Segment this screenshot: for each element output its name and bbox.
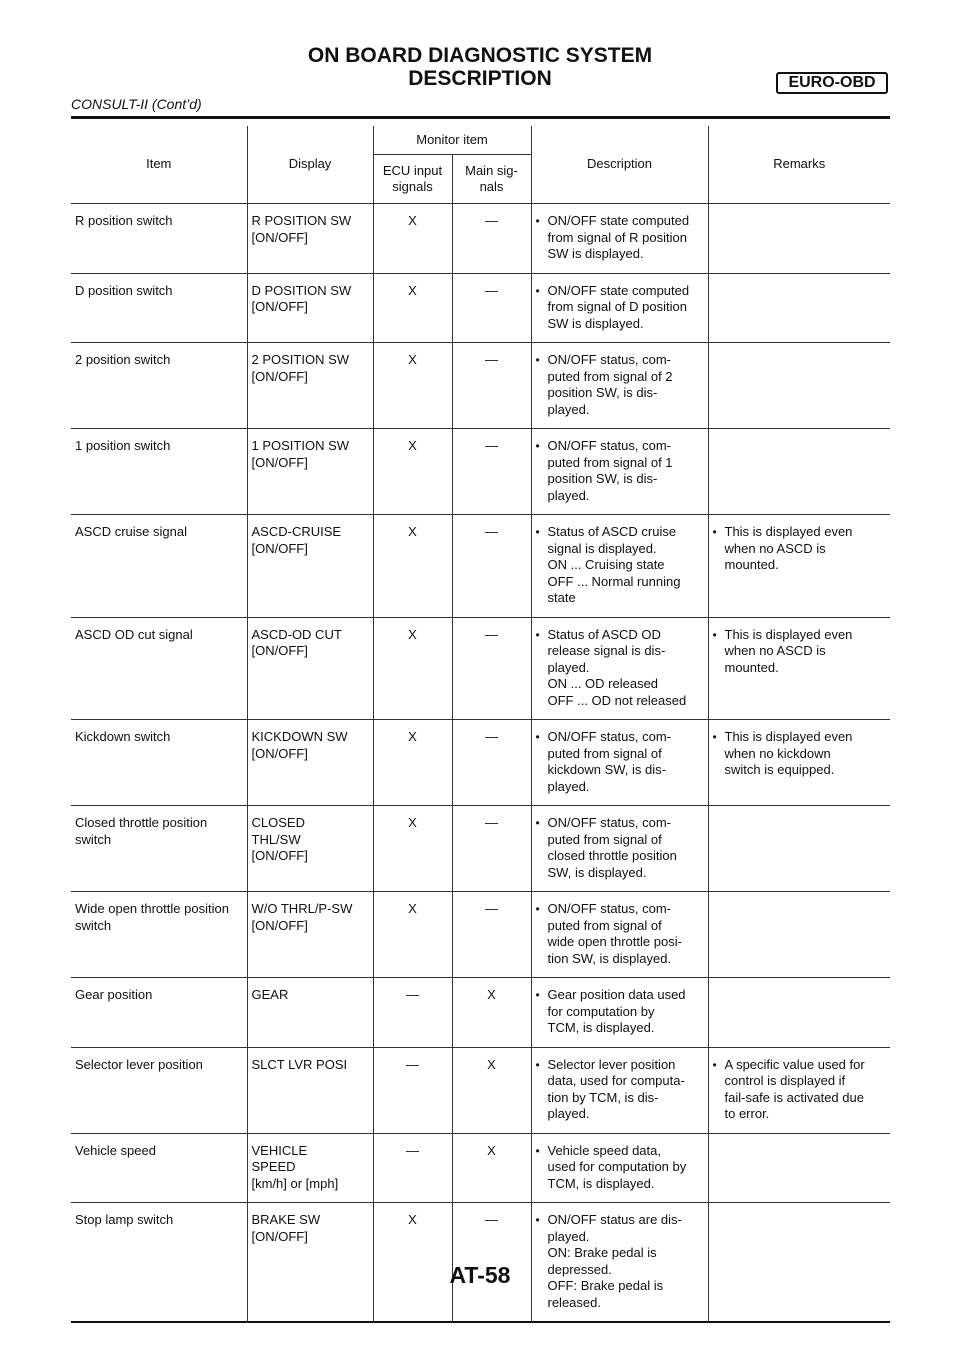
bullet-line	[713, 627, 887, 677]
bullet-line	[536, 438, 704, 504]
cell-main-signals: —	[452, 204, 531, 274]
bullet-icon: •	[535, 439, 540, 453]
description-text: ON/OFF status, com- puted from signal of 2 position SW, is dis- played.	[547, 352, 673, 417]
bullet-icon: •	[712, 1057, 717, 1072]
header-remarks: Remarks	[708, 126, 890, 204]
bullet-line	[536, 352, 704, 418]
bullet-line	[713, 729, 887, 779]
cell-remarks	[708, 204, 890, 274]
cell-remarks	[708, 1133, 890, 1203]
cell-remarks	[708, 892, 890, 978]
bullet-icon: •	[712, 627, 717, 642]
page-number: AT-58	[449, 1262, 511, 1288]
cell-item: ASCD OD cut signal	[71, 617, 247, 720]
cell-remarks	[708, 978, 890, 1048]
cell-ecu-input: X	[373, 617, 452, 720]
bullet-icon: •	[712, 525, 717, 539]
table-row	[71, 978, 890, 1048]
table-row	[71, 892, 890, 978]
table-row	[71, 720, 890, 806]
cell-display: VEHICLE SPEED [km/h] or [mph]	[247, 1133, 373, 1203]
cell-main-signals: —	[452, 617, 531, 720]
cell-display: SLCT LVR POSI	[247, 1047, 373, 1133]
description-text: Status of ASCD cruise signal is displayed. ON ... Cruising state OFF ... Normal running state	[547, 524, 681, 605]
bullet-icon: •	[535, 988, 540, 1002]
header-item: Item	[71, 126, 247, 204]
cell-main-signals: —	[452, 892, 531, 978]
cell-remarks	[708, 1047, 890, 1133]
bullet-icon: •	[535, 902, 540, 916]
description-text: ON/OFF status, com- puted from signal of 1 position SW, is dis- played.	[547, 438, 673, 503]
bullet-icon: •	[535, 1057, 540, 1072]
cell-display: D POSITION SW [ON/OFF]	[247, 273, 373, 343]
cell-main-signals: —	[452, 429, 531, 515]
section-badge: EURO-OBD	[776, 72, 888, 94]
cell-item: Kickdown switch	[71, 720, 247, 806]
cell-display: GEAR	[247, 978, 373, 1048]
cell-remarks	[708, 720, 890, 806]
remarks-text: This is displayed even when no kickdown switch is equipped.	[724, 729, 853, 777]
cell-display: KICKDOWN SW [ON/OFF]	[247, 720, 373, 806]
cell-description	[531, 1133, 708, 1203]
bullet-icon: •	[535, 730, 540, 744]
cell-main-signals: X	[452, 978, 531, 1048]
cell-item: Wide open throttle position switch	[71, 892, 247, 978]
cell-ecu-input: X	[373, 892, 452, 978]
cell-main-signals: —	[452, 273, 531, 343]
header-rule	[71, 116, 890, 119]
table-row	[71, 1133, 890, 1203]
cell-ecu-input: X	[373, 806, 452, 892]
header-description: Description	[531, 126, 708, 204]
cell-item: Gear position	[71, 978, 247, 1048]
header-display: Display	[247, 126, 373, 204]
cell-remarks	[708, 273, 890, 343]
cell-item: Selector lever position	[71, 1047, 247, 1133]
table-row	[71, 515, 890, 618]
remarks-text: This is displayed even when no ASCD is mounted.	[724, 626, 853, 675]
cell-description	[531, 720, 708, 806]
cell-item: 1 position switch	[71, 429, 247, 515]
bullet-line	[536, 1143, 704, 1193]
cell-ecu-input: —	[373, 978, 452, 1048]
bullet-icon: •	[535, 214, 540, 228]
description-text: ON/OFF status, com- puted from signal of wide open throttle posi- tion SW, is displayed.	[547, 901, 682, 966]
bullet-line	[713, 1057, 887, 1123]
cell-ecu-input: —	[373, 1133, 452, 1203]
cell-description	[531, 343, 708, 429]
page-title-line2: DESCRIPTION	[408, 67, 552, 90]
cell-item: Stop lamp switch	[71, 1203, 247, 1323]
cell-display: R POSITION SW [ON/OFF]	[247, 204, 373, 274]
cell-description	[531, 515, 708, 618]
cell-item: R position switch	[71, 204, 247, 274]
cell-ecu-input: X	[373, 515, 452, 618]
header-main-signals: Main sig- nals	[452, 155, 531, 204]
bullet-line	[536, 815, 704, 881]
cell-remarks	[708, 617, 890, 720]
bullet-icon: •	[535, 627, 540, 642]
cell-display: BRAKE SW [ON/OFF]	[247, 1203, 373, 1323]
description-text: Gear position data used for computation by TCM, is displayed.	[547, 987, 686, 1035]
bullet-icon: •	[535, 283, 540, 298]
cell-item: ASCD cruise signal	[71, 515, 247, 618]
table-row	[71, 1047, 890, 1133]
cell-display: W/O THRL/P-SW [ON/OFF]	[247, 892, 373, 978]
description-text: ON/OFF status, com- puted from signal of kickdown SW, is dis- played.	[547, 729, 672, 794]
table-row	[71, 343, 890, 429]
table-row	[71, 273, 890, 343]
cell-ecu-input: X	[373, 343, 452, 429]
cell-description	[531, 273, 708, 343]
bullet-line	[536, 283, 704, 333]
description-text: Status of ASCD OD release signal is dis- played. ON ... OD released OFF ... OD not released	[547, 626, 687, 708]
header-ecu-input: ECU input signals	[373, 155, 452, 204]
remarks-text: This is displayed even when no ASCD is mounted.	[724, 524, 853, 572]
cell-display: CLOSED THL/SW [ON/OFF]	[247, 806, 373, 892]
description-text: ON/OFF state computed from signal of R position SW is displayed.	[547, 213, 690, 261]
cell-main-signals: —	[452, 343, 531, 429]
description-text: Vehicle speed data, used for computation by TCM, is displayed.	[547, 1142, 687, 1191]
remarks-text: A specific value used for control is displayed if fail-safe is activated due to error.	[724, 1056, 865, 1121]
cell-main-signals: —	[452, 806, 531, 892]
cell-display: ASCD-CRUISE [ON/OFF]	[247, 515, 373, 618]
bullet-line	[536, 627, 704, 710]
cell-display: 2 POSITION SW [ON/OFF]	[247, 343, 373, 429]
cell-item: Vehicle speed	[71, 1133, 247, 1203]
cell-description	[531, 429, 708, 515]
cell-remarks	[708, 343, 890, 429]
cell-ecu-input: —	[373, 1047, 452, 1133]
cell-description	[531, 204, 708, 274]
cell-display: ASCD-OD CUT [ON/OFF]	[247, 617, 373, 720]
bullet-icon: •	[712, 730, 717, 744]
cell-description	[531, 806, 708, 892]
cell-description	[531, 617, 708, 720]
cell-main-signals: X	[452, 1133, 531, 1203]
cell-display: 1 POSITION SW [ON/OFF]	[247, 429, 373, 515]
cell-remarks	[708, 515, 890, 618]
cell-remarks	[708, 429, 890, 515]
description-text: ON/OFF state computed from signal of D position SW is displayed.	[547, 282, 690, 331]
cell-main-signals: X	[452, 1047, 531, 1133]
cell-ecu-input: X	[373, 720, 452, 806]
page-subtitle: CONSULT-II (Cont’d)	[71, 96, 202, 112]
cell-description	[531, 892, 708, 978]
table-row	[71, 429, 890, 515]
bullet-icon: •	[535, 525, 540, 539]
bullet-icon: •	[535, 816, 540, 830]
cell-description	[531, 1047, 708, 1133]
cell-ecu-input: X	[373, 273, 452, 343]
bullet-icon: •	[535, 353, 540, 367]
description-text: Selector lever position data, used for computa- tion by TCM, is dis- played.	[547, 1056, 685, 1121]
consult-monitor-table	[71, 126, 890, 1323]
description-text: ON/OFF status, com- puted from signal of closed throttle position SW, is displayed.	[547, 815, 677, 880]
cell-ecu-input: X	[373, 1203, 452, 1323]
page-title-line1: ON BOARD DIAGNOSTIC SYSTEM	[307, 44, 653, 67]
bullet-line	[713, 524, 887, 574]
bullet-line	[536, 524, 704, 607]
cell-main-signals: —	[452, 1203, 531, 1323]
cell-main-signals: —	[452, 720, 531, 806]
cell-ecu-input: X	[373, 204, 452, 274]
description-text: ON/OFF status are dis- played. ON: Brake pedal is depressed. OFF: Brake pedal is released.	[547, 1212, 682, 1310]
bullet-line	[536, 1057, 704, 1123]
table-row	[71, 204, 890, 274]
cell-item: Closed throttle position switch	[71, 806, 247, 892]
bullet-icon: •	[535, 1143, 540, 1158]
cell-item: 2 position switch	[71, 343, 247, 429]
header-monitor-item: Monitor item	[373, 126, 531, 155]
cell-main-signals: —	[452, 515, 531, 618]
table-row	[71, 617, 890, 720]
bullet-line	[536, 213, 704, 263]
bullet-icon: •	[535, 1213, 540, 1227]
cell-remarks	[708, 806, 890, 892]
cell-item: D position switch	[71, 273, 247, 343]
bullet-line	[536, 901, 704, 967]
cell-ecu-input: X	[373, 429, 452, 515]
bullet-line	[536, 729, 704, 795]
cell-description	[531, 978, 708, 1048]
bullet-line	[536, 987, 704, 1037]
table-row	[71, 806, 890, 892]
